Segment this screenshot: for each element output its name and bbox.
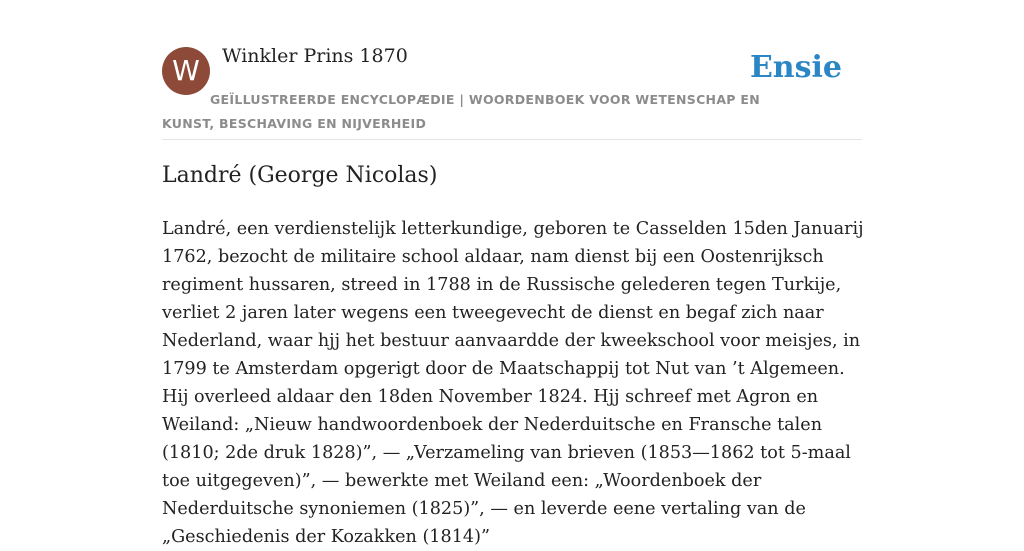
article-body: Landré, een verdienstelijk letterkundige, geboren te Casselden 15den Januarij 1762, bezocht de militaire school aldaar, nam dienst bij een Oostenrijksch regiment hussaren, streed in 1788 in de Russische gelederen tegen Turkije, verliet 2 jaren later wegens een tweegevecht de dienst en begaf zich naar Nederland, waar hjj het bestuur aanvaardde der kweekschool voor meisjes, in 1799 te Amsterdam opgerigt door de Maatschappij tot Nut van ’t Algemeen. Hij overleed aldaar den 18den November 1824. Hjj schreef met Agron en Weiland: „Nieuw handwoordenboek der Nederduitsche en Fransche talen (1810; 2de druk 1828)”, — „Verzameling van brieven (1853—1862 tot 5-maal toe uitgegeven)”, — bewerkte met Weiland een: „Woordenboek der Nederduitsche synoniemen (1825)”, — en leverde eene vertaling van de „Geschiedenis der Kozakken (1814)” [162, 219, 864, 547]
avatar[interactable]: W [162, 47, 210, 95]
site-title[interactable]: Winkler Prins 1870 [222, 45, 408, 67]
header-divider [162, 139, 862, 140]
site-subtitle: GEÏLLUSTREERDE ENCYCLOPÆDIE | WOORDENBOEK VOOR WETENSCHAP EN KUNST, BESCHAVING EN NIJVERHEID [162, 92, 760, 131]
article-title: Landré (George Nicolas) [162, 163, 438, 188]
ensie-logo[interactable]: Ensie [749, 50, 842, 85]
